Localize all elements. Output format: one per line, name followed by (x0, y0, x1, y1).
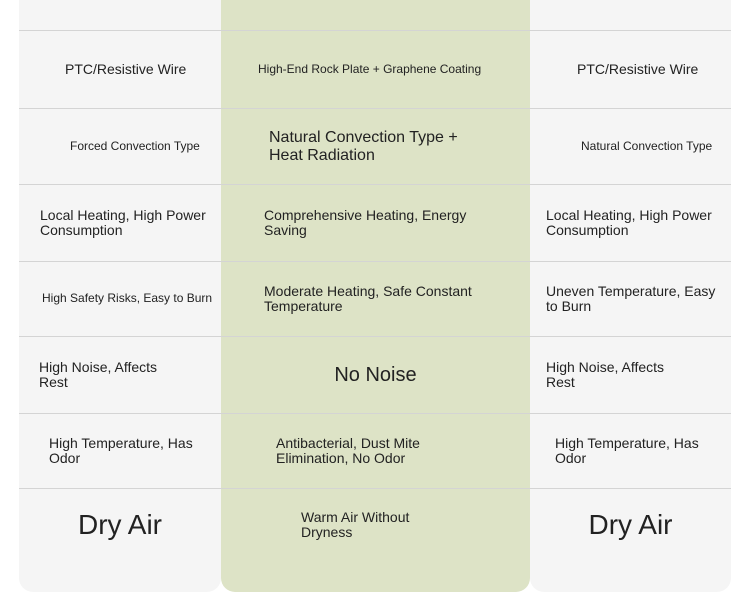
cell-mid-odor: Antibacterial, Dust Mite Elimination, No Odor (276, 434, 420, 466)
cell-left-air: Dry Air (78, 508, 162, 540)
cell-right-heating: Local Heating, High Power Consumption (546, 206, 712, 238)
cell-left-noise: High Noise, Affects Rest (39, 358, 158, 390)
cell-right-odor: High Temperature, Has Odor (555, 434, 699, 466)
cell-mid-heating: Comprehensive Heating, Energy Saving (264, 206, 467, 238)
cell-left-safety: High Safety Risks, Easy to Burn (42, 291, 213, 306)
cell-right-noise: High Noise, Affects Rest (546, 358, 665, 390)
cell-right-safety: Uneven Temperature, Easy to Burn (546, 282, 716, 314)
cell-right-material: PTC/Resistive Wire (577, 60, 699, 77)
cell-left-convection: Forced Convection Type (70, 138, 200, 153)
comparison-table (19, 0, 731, 592)
cell-right-convection: Natural Convection Type (581, 138, 713, 153)
cell-left-material: PTC/Resistive Wire (65, 60, 187, 77)
cell-mid-air: Warm Air Without Dryness (301, 508, 410, 540)
cell-left-odor: High Temperature, Has Odor (49, 434, 193, 466)
cell-mid-material: High-End Rock Plate + Graphene Coating (258, 61, 482, 76)
cell-left-heating: Local Heating, High Power Consumption (40, 206, 206, 238)
cell-mid-safety: Moderate Heating, Safe Constant Temperature (264, 282, 472, 314)
cell-right-air: Dry Air (588, 508, 673, 540)
cell-mid-noise: No Noise (334, 364, 417, 386)
cell-mid-convection: Natural Convection Type + Heat Radiation (269, 128, 458, 164)
